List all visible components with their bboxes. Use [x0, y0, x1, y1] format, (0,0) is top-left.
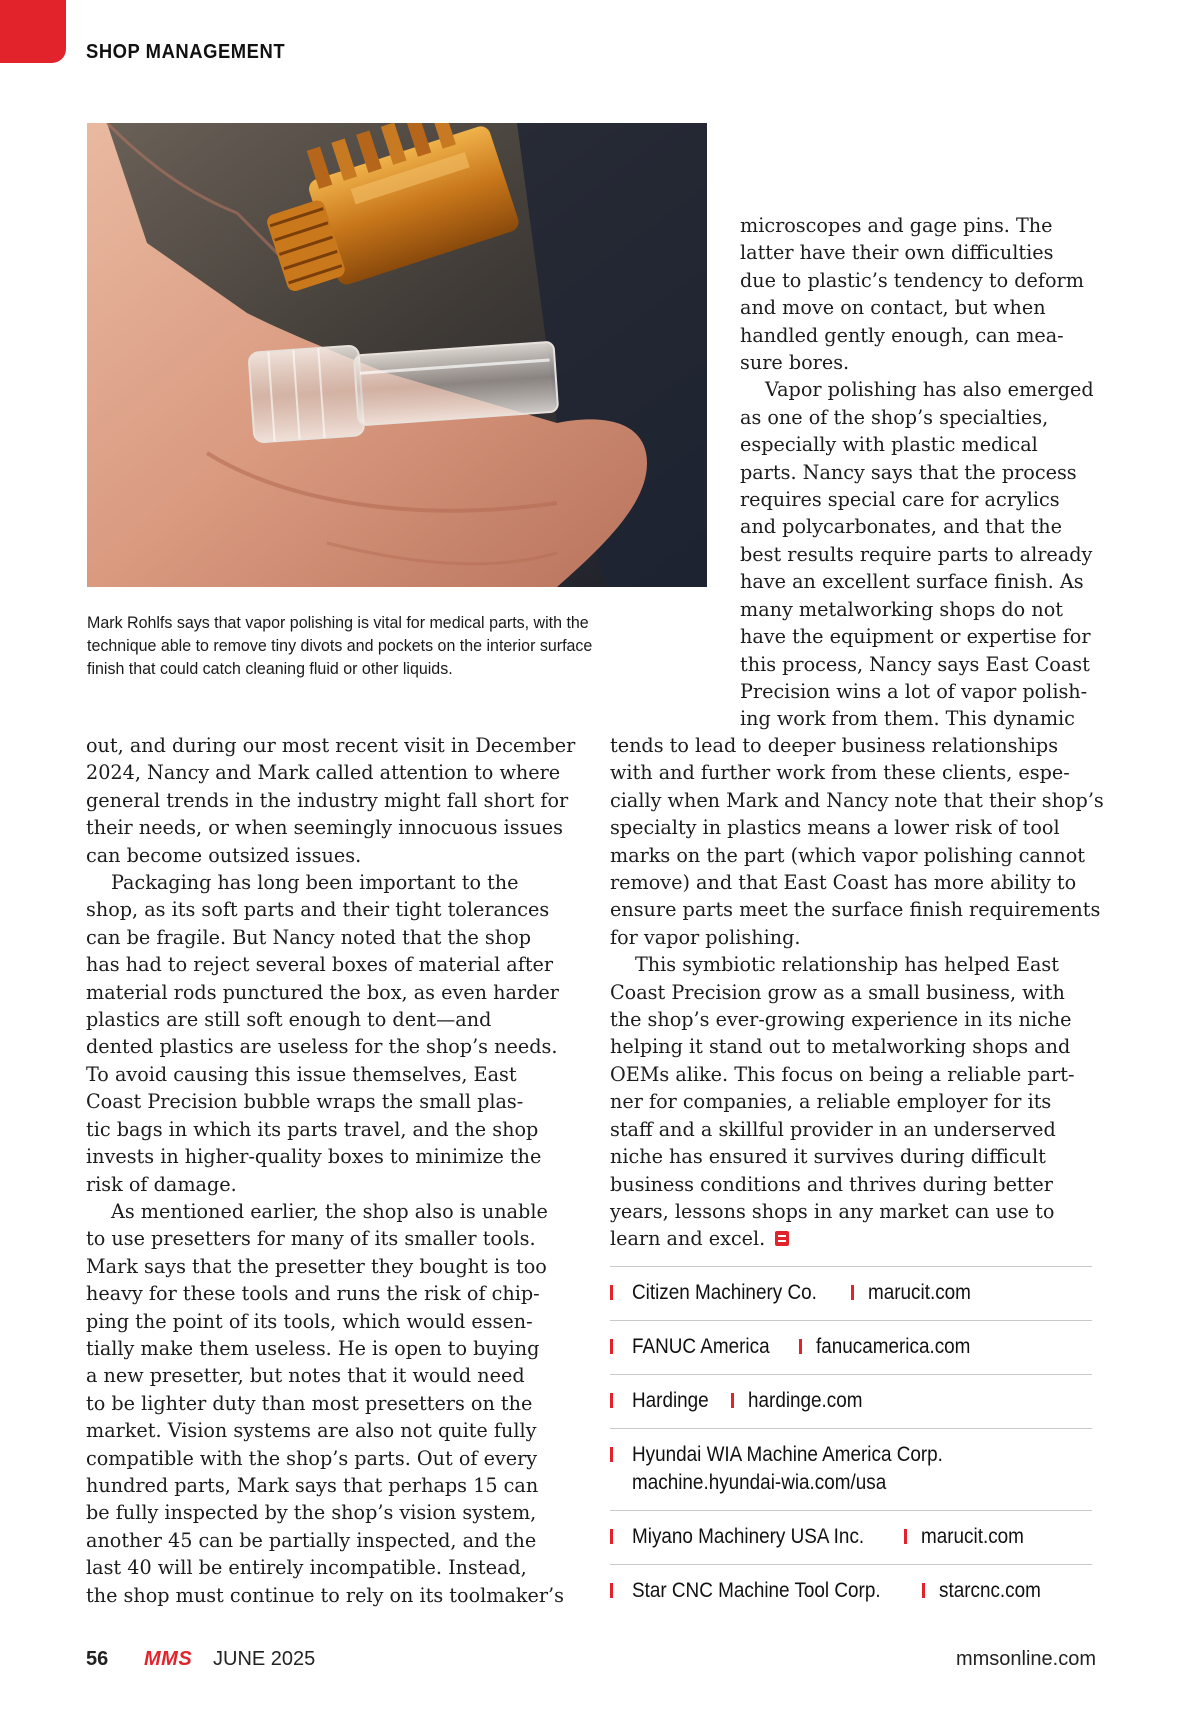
text-line: sure bores.: [740, 351, 850, 375]
text-line: can be fragile. But Nancy noted that the shop: [86, 925, 531, 949]
text-line: shop, as its soft parts and their tight tolerances: [86, 898, 550, 922]
text-line-last: [610, 1225, 1104, 1252]
text-line: parts. Nancy says that the process: [740, 460, 1077, 484]
text-line: and polycarbonates, and that the: [740, 515, 1063, 539]
text-line: as one of the shop’s specialties,: [740, 405, 1049, 429]
text-line: risk of damage.: [86, 1172, 237, 1196]
supplier-item: [610, 1428, 1092, 1510]
photo-caption: [87, 612, 708, 681]
article-column-left: [86, 732, 575, 1609]
supplier-url[interactable]: hardinge.com: [748, 1389, 863, 1412]
supplier-item: [610, 1320, 1092, 1374]
text-line: due to plastic’s tendency to deform: [740, 268, 1084, 292]
text-line: and move on contact, but when: [740, 296, 1046, 320]
text-line: specialty in plastics means a lower risk of tool: [610, 816, 1060, 840]
text-line: Mark says that the presetter they bought is too: [86, 1254, 547, 1278]
text-line: years, lessons shops in any market can use to: [610, 1199, 1055, 1223]
text-line: Vapor polishing has also emerged: [765, 378, 1094, 402]
text-line: dented plastics are useless for the shop’s needs.: [86, 1035, 558, 1059]
text-line: Coast Precision grow as a small business, with: [610, 980, 1065, 1004]
text-line: best results require parts to already: [740, 542, 1093, 566]
supplier-bullet: [610, 1339, 613, 1354]
text-line: 2024, Nancy and Mark called attention to where: [86, 761, 561, 785]
text-line: invests in higher-quality boxes to minimize the: [86, 1145, 542, 1169]
text-line: staff and a skillful provider in an underserved: [610, 1117, 1056, 1141]
supplier-list: [610, 1266, 1092, 1618]
supplier-separator: [904, 1529, 907, 1544]
supplier-bullet: [610, 1447, 613, 1462]
text-line: the shop’s ever-growing experience in its niche: [610, 1008, 1072, 1032]
supplier-name: Citizen Machinery Co.: [632, 1281, 817, 1304]
supplier-bullet: [610, 1393, 613, 1408]
text-line: be fully inspected by the shop’s vision system,: [86, 1501, 537, 1525]
text-line: a new presetter, but notes that it would need: [86, 1364, 525, 1388]
text-line: for vapor polishing.: [610, 925, 801, 949]
magazine-logo: MMS: [144, 1648, 193, 1670]
text-line: tially make them useless. He is open to buying: [86, 1336, 540, 1360]
text-line: Packaging has long been important to the: [111, 871, 519, 895]
supplier-item: [610, 1510, 1092, 1564]
text-line: This symbiotic relationship has helped East: [635, 953, 1059, 977]
supplier-separator: [851, 1285, 854, 1300]
text-line: tic bags in which its parts travel, and the shop: [86, 1117, 539, 1141]
supplier-name: FANUC America: [632, 1335, 770, 1358]
text-line: another 45 can be partially inspected, and the: [86, 1528, 537, 1552]
text-line: hundred parts, Mark says that perhaps 15 can: [86, 1473, 539, 1497]
supplier-url[interactable]: fanucamerica.com: [815, 1335, 971, 1358]
supplier-item: [610, 1374, 1092, 1428]
text-line: business conditions and thrives during better: [610, 1172, 1053, 1196]
caption-line: Mark Rohlfs says that vapor polishing is vital for medical parts, with the: [87, 614, 589, 632]
supplier-bullet: [610, 1583, 613, 1598]
text-line: last 40 will be entirely incompatible. Instead,: [86, 1556, 527, 1580]
supplier-separator: [922, 1583, 925, 1598]
text-line: ing work from them. This dynamic: [740, 707, 1075, 731]
text-line: have an excellent surface finish. As: [740, 570, 1084, 594]
caption-line: technique able to remove tiny divots and pockets on the interior surface: [87, 637, 593, 655]
issue-date: JUNE 2025: [213, 1648, 316, 1670]
supplier-url[interactable]: marucit.com: [868, 1281, 972, 1304]
supplier-separator: [799, 1339, 802, 1354]
text-line: cially when Mark and Nancy note that their shop’s: [610, 788, 1104, 812]
text-line: their needs, or when seemingly innocuous issues: [86, 816, 563, 840]
text-line: to use presetters for many of its smaller tools.: [86, 1227, 536, 1251]
supplier-bullet: [610, 1529, 613, 1544]
supplier-item: [610, 1266, 1092, 1320]
text-line: compatible with the shop’s parts. Out of every: [86, 1446, 538, 1470]
text-line: out, and during our most recent visit in December: [86, 734, 576, 757]
text-line: marks on the part (which vapor polishing cannot: [610, 843, 1085, 867]
text-line: handled gently enough, can mea-: [740, 323, 1064, 347]
caption-line: finish that could catch cleaning fluid or other liquids.: [87, 660, 453, 678]
text-line: can become outsized issues.: [86, 843, 362, 867]
section-label: SHOP MANAGEMENT: [86, 41, 286, 63]
text-line: niche has ensured it survives during difficult: [610, 1145, 1046, 1169]
text-line: this process, Nancy says East Coast: [740, 652, 1090, 676]
text-line: especially with plastic medical: [740, 433, 1038, 457]
text-line: plastics are still soft enough to dent—and: [86, 1008, 492, 1032]
text-line: the shop must continue to rely on its toolmaker’s: [86, 1583, 564, 1607]
text-line: ping the point of its tools, which would essen-: [86, 1309, 533, 1333]
text-line: remove) and that East Coast has more ability to: [610, 871, 1077, 895]
text-line: learn and excel.: [610, 1227, 766, 1251]
article-column-right-bottom: [610, 732, 1104, 1253]
article-column-right-top: [740, 212, 1094, 733]
text-line: helping it stand out to metalworking shops and: [610, 1035, 1071, 1059]
text-line: have the equipment or expertise for: [740, 625, 1091, 649]
supplier-item: [610, 1564, 1092, 1618]
page-number: 56: [86, 1648, 109, 1670]
supplier-url[interactable]: starcnc.com: [939, 1579, 1042, 1602]
text-line: To avoid causing this issue themselves, East: [86, 1062, 517, 1086]
page-footer: [86, 1648, 1096, 1678]
text-line: As mentioned earlier, the shop also is unable: [111, 1199, 548, 1223]
supplier-name: Hardinge: [632, 1389, 709, 1412]
text-line: requires special care for acrylics: [740, 488, 1060, 512]
text-line: ner for companies, a reliable employer for its: [610, 1090, 1052, 1114]
text-line: tends to lead to deeper business relationships: [610, 734, 1059, 757]
supplier-separator: [731, 1393, 734, 1408]
text-line: ensure parts meet the surface finish requirements: [610, 898, 1101, 922]
text-line: many metalworking shops do not: [740, 597, 1063, 621]
supplier-name: Star CNC Machine Tool Corp.: [632, 1579, 881, 1602]
text-line: market. Vision systems are also not quite fully: [86, 1419, 537, 1443]
text-line: with and further work from these clients, espe-: [610, 761, 1070, 785]
section-color-tab: [0, 0, 66, 63]
text-line: to be lighter duty than most presetters on the: [86, 1391, 533, 1415]
article-end-icon: [775, 1231, 789, 1246]
website-link[interactable]: mmsonline.com: [955, 1648, 1096, 1670]
supplier-name: Miyano Machinery USA Inc.: [632, 1525, 865, 1548]
supplier-url[interactable]: machine.hyundai-wia.com/usa: [632, 1471, 887, 1494]
supplier-bullet: [610, 1285, 613, 1300]
text-line: microscopes and gage pins. The: [740, 214, 1053, 237]
article-photo: [87, 123, 707, 587]
text-line: has had to reject several boxes of material after: [86, 953, 554, 977]
text-line: latter have their own difficulties: [740, 241, 1054, 265]
text-line: Precision wins a lot of vapor polish-: [740, 679, 1088, 703]
supplier-url[interactable]: marucit.com: [920, 1525, 1024, 1548]
text-line: Coast Precision bubble wraps the small plas-: [86, 1090, 524, 1114]
text-line: material rods punctured the box, as even harder: [86, 980, 559, 1004]
text-line: heavy for these tools and runs the risk of chip-: [86, 1282, 540, 1306]
text-line: general trends in the industry might fall short for: [86, 788, 569, 812]
text-line: OEMs alike. This focus on being a reliable part-: [610, 1062, 1075, 1086]
supplier-name: Hyundai WIA Machine America Corp.: [632, 1443, 943, 1466]
